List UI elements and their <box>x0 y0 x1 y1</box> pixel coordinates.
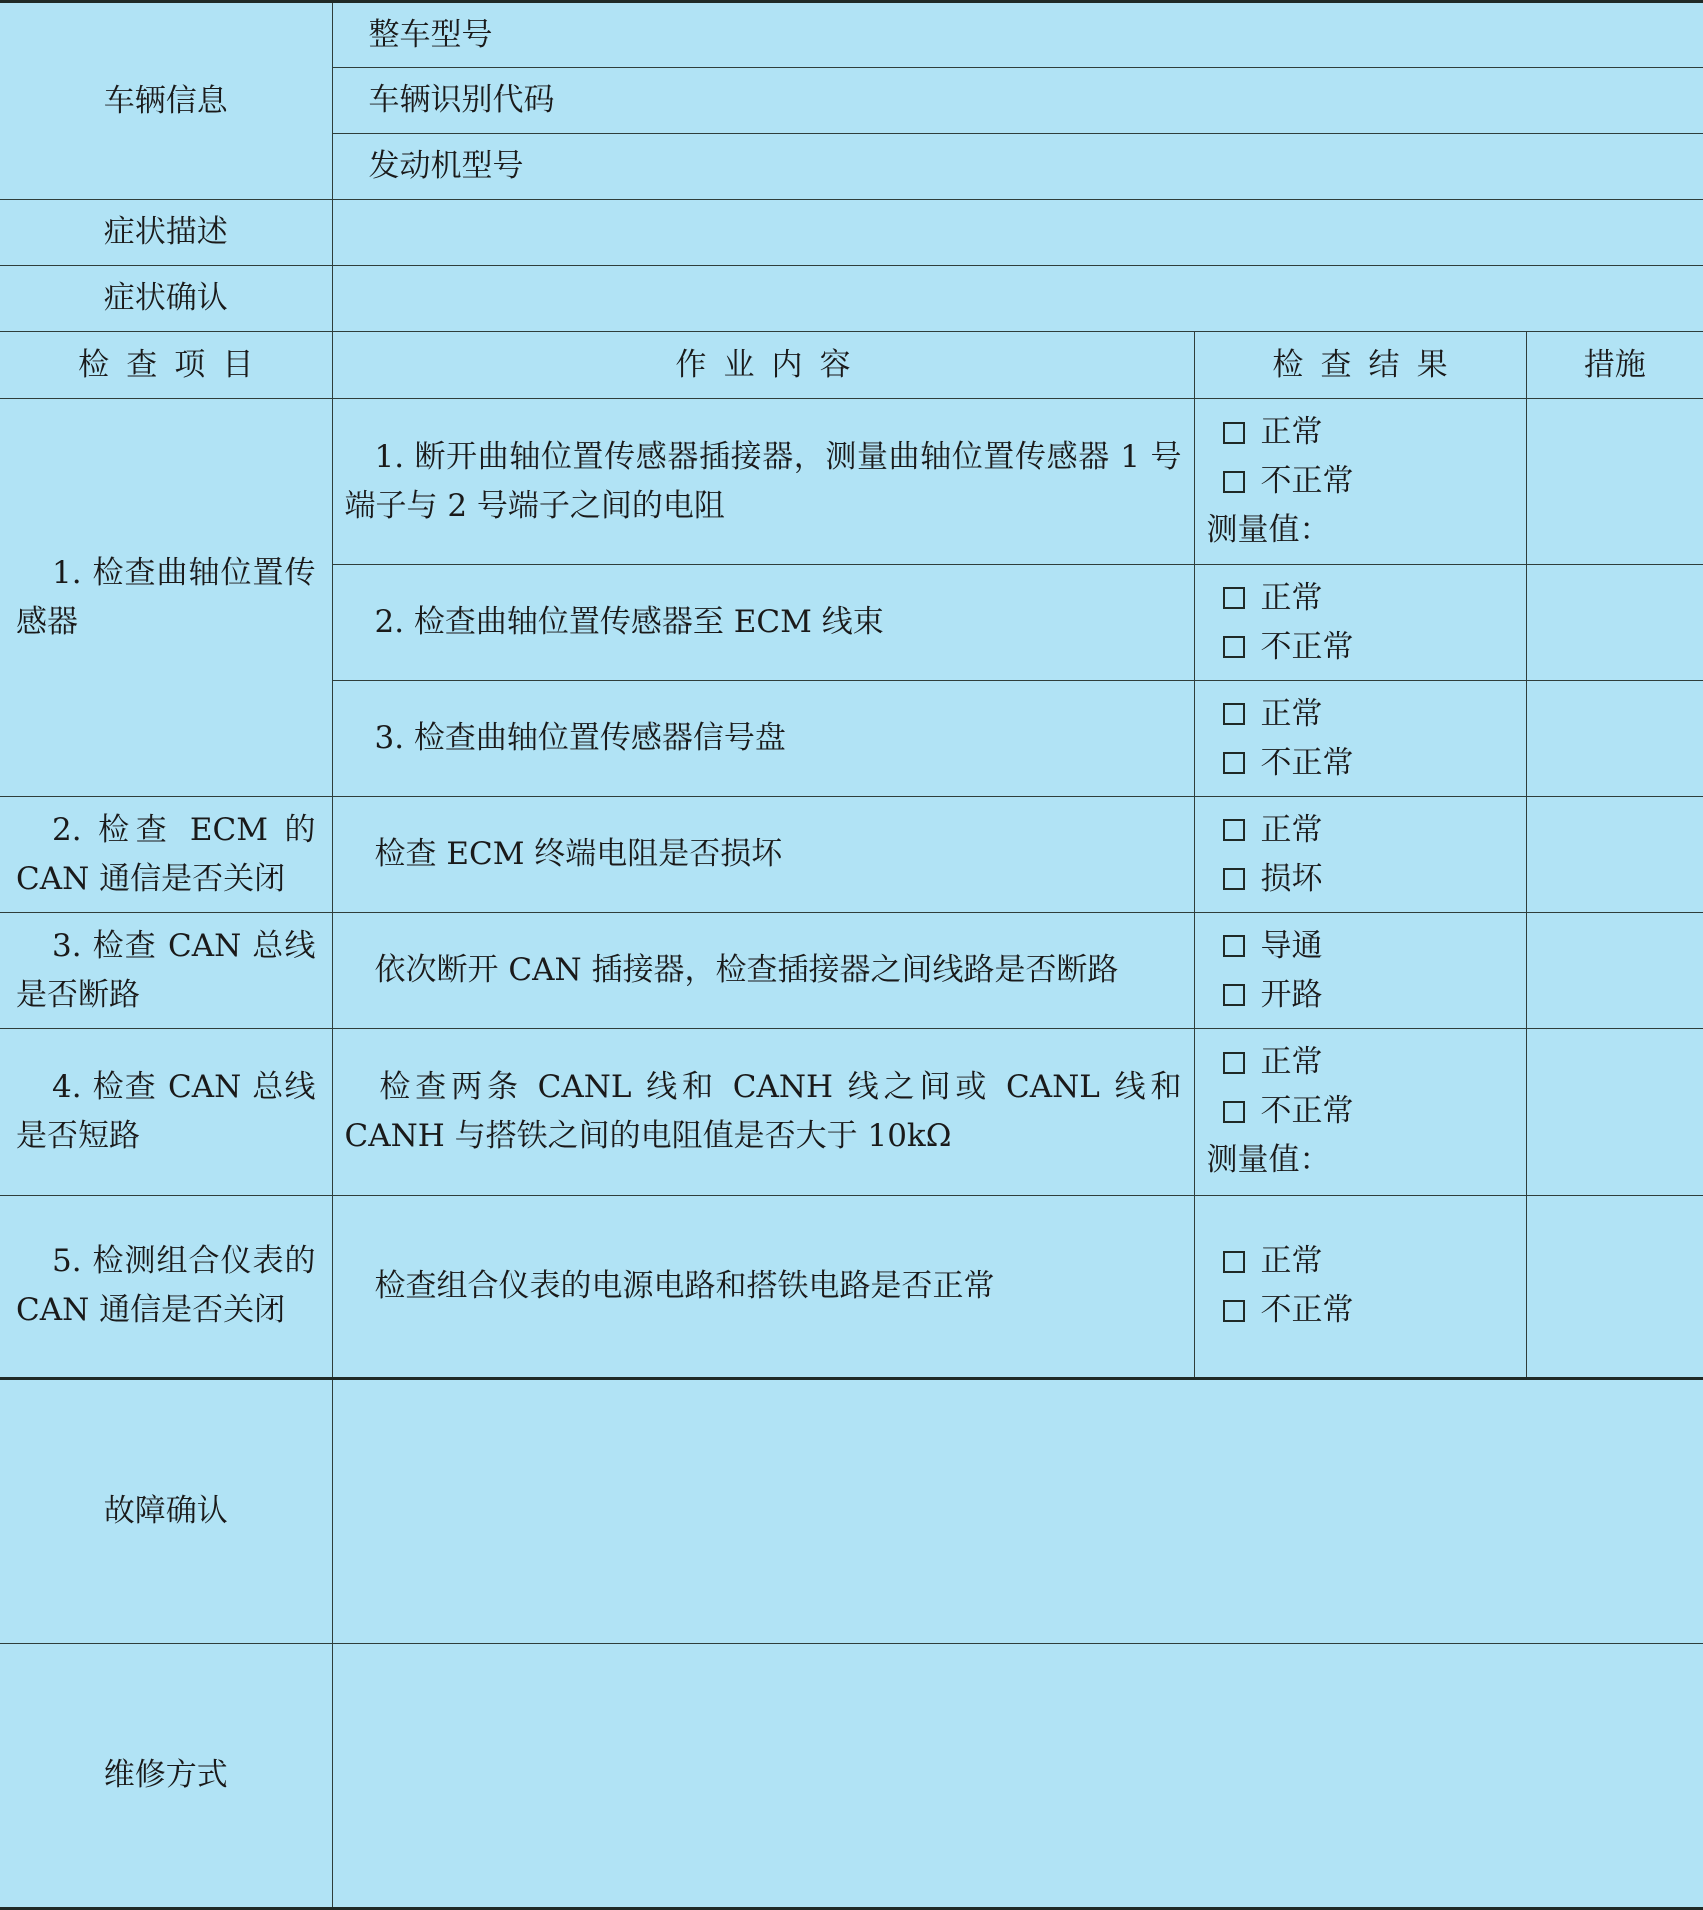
result-option[interactable]: 正常 <box>1223 574 1526 623</box>
result-option[interactable]: 导通 <box>1223 922 1526 971</box>
header-item: 检查项目 <box>0 332 332 399</box>
checkbox[interactable] <box>1223 1101 1245 1123</box>
checkbox[interactable] <box>1223 752 1245 774</box>
header-result: 检查结果 <box>1194 332 1526 399</box>
checkbox[interactable] <box>1223 935 1245 957</box>
vehicle-info-label: 车辆信息 <box>0 2 332 200</box>
check-item-can-short: 4. 检查 CAN 总线是否短路 <box>0 1029 332 1195</box>
checkbox[interactable] <box>1223 819 1245 841</box>
measure-cell[interactable] <box>1526 913 1703 1029</box>
check-result <box>1194 1195 1526 1378</box>
measure-cell[interactable] <box>1526 681 1703 797</box>
check-result <box>1194 399 1526 565</box>
result-option[interactable]: 开路 <box>1223 971 1526 1020</box>
result-option[interactable]: 正常 <box>1223 806 1526 855</box>
checkbox[interactable] <box>1223 587 1245 609</box>
result-option[interactable]: 损坏 <box>1223 855 1526 904</box>
symptom-description-label: 症状描述 <box>0 200 332 266</box>
checkbox[interactable] <box>1223 471 1245 493</box>
check-content: 检查组合仪表的电源电路和搭铁电路是否正常 <box>332 1195 1194 1378</box>
checkbox[interactable] <box>1223 1052 1245 1074</box>
checkbox[interactable] <box>1223 1300 1245 1322</box>
fault-confirmation-label: 故障确认 <box>0 1378 332 1643</box>
check-content: 检查 ECM 终端电阻是否损坏 <box>332 797 1194 913</box>
check-item-cluster: 5. 检测组合仪表的 CAN 通信是否关闭 <box>0 1195 332 1378</box>
symptom-confirmation-label: 症状确认 <box>0 266 332 332</box>
check-result <box>1194 1029 1526 1195</box>
result-option[interactable]: 不正常 <box>1223 457 1526 506</box>
measured-value-label: 测量值： <box>1206 512 1331 549</box>
check-content: 2. 检查曲轴位置传感器至 ECM 线束 <box>332 565 1194 681</box>
repair-method-value[interactable] <box>332 1643 1703 1908</box>
checkbox[interactable] <box>1223 703 1245 725</box>
result-option[interactable]: 正常 <box>1223 408 1526 457</box>
measure-cell[interactable] <box>1526 565 1703 681</box>
result-option[interactable]: 正常 <box>1223 690 1526 739</box>
header-content: 作业内容 <box>332 332 1194 399</box>
check-result <box>1194 913 1526 1029</box>
check-item-can-open: 3. 检查 CAN 总线是否断路 <box>0 913 332 1029</box>
repair-method-label: 维修方式 <box>0 1643 332 1908</box>
engine-model-field-label: 发动机型号 <box>332 134 1703 200</box>
measure-cell[interactable] <box>1526 797 1703 913</box>
check-result <box>1194 681 1526 797</box>
result-option[interactable]: 正常 <box>1223 1038 1526 1087</box>
model-field-label: 整车型号 <box>332 2 1703 68</box>
fault-confirmation-value[interactable] <box>332 1378 1703 1643</box>
header-measure: 措施 <box>1526 332 1703 399</box>
check-content: 依次断开 CAN 插接器，检查插接器之间线路是否断路 <box>332 913 1194 1029</box>
result-option[interactable]: 不正常 <box>1223 623 1526 672</box>
symptom-confirmation-value[interactable] <box>332 266 1703 332</box>
checkbox[interactable] <box>1223 422 1245 444</box>
measure-cell[interactable] <box>1526 399 1703 565</box>
measure-cell[interactable] <box>1526 1195 1703 1378</box>
check-content: 3. 检查曲轴位置传感器信号盘 <box>332 681 1194 797</box>
result-option[interactable]: 不正常 <box>1223 739 1526 788</box>
symptom-description-value[interactable] <box>332 200 1703 266</box>
measure-cell[interactable] <box>1526 1029 1703 1195</box>
result-option[interactable]: 不正常 <box>1223 1087 1526 1136</box>
check-content: 检查两条 CANL 线和 CANH 线之间或 CANL 线和 CANH 与搭铁之间的电阻值是否大于 10kΩ <box>332 1029 1194 1195</box>
result-option[interactable]: 正常 <box>1223 1237 1526 1286</box>
measured-value-label: 测量值： <box>1206 1142 1331 1179</box>
result-option[interactable]: 不正常 <box>1223 1286 1526 1335</box>
check-result <box>1194 797 1526 913</box>
check-content: 1. 断开曲轴位置传感器插接器，测量曲轴位置传感器 1 号端子与 2 号端子之间的电阻 <box>332 399 1194 565</box>
checkbox[interactable] <box>1223 636 1245 658</box>
check-item-ecm: 2. 检查 ECM 的 CAN 通信是否关闭 <box>0 797 332 913</box>
checkbox[interactable] <box>1223 868 1245 890</box>
vin-field-label: 车辆识别代码 <box>332 68 1703 134</box>
checkbox[interactable] <box>1223 984 1245 1006</box>
check-item-crank-sensor: 1. 检查曲轴位置传感器 <box>0 399 332 797</box>
check-result <box>1194 565 1526 681</box>
checkbox[interactable] <box>1223 1251 1245 1273</box>
